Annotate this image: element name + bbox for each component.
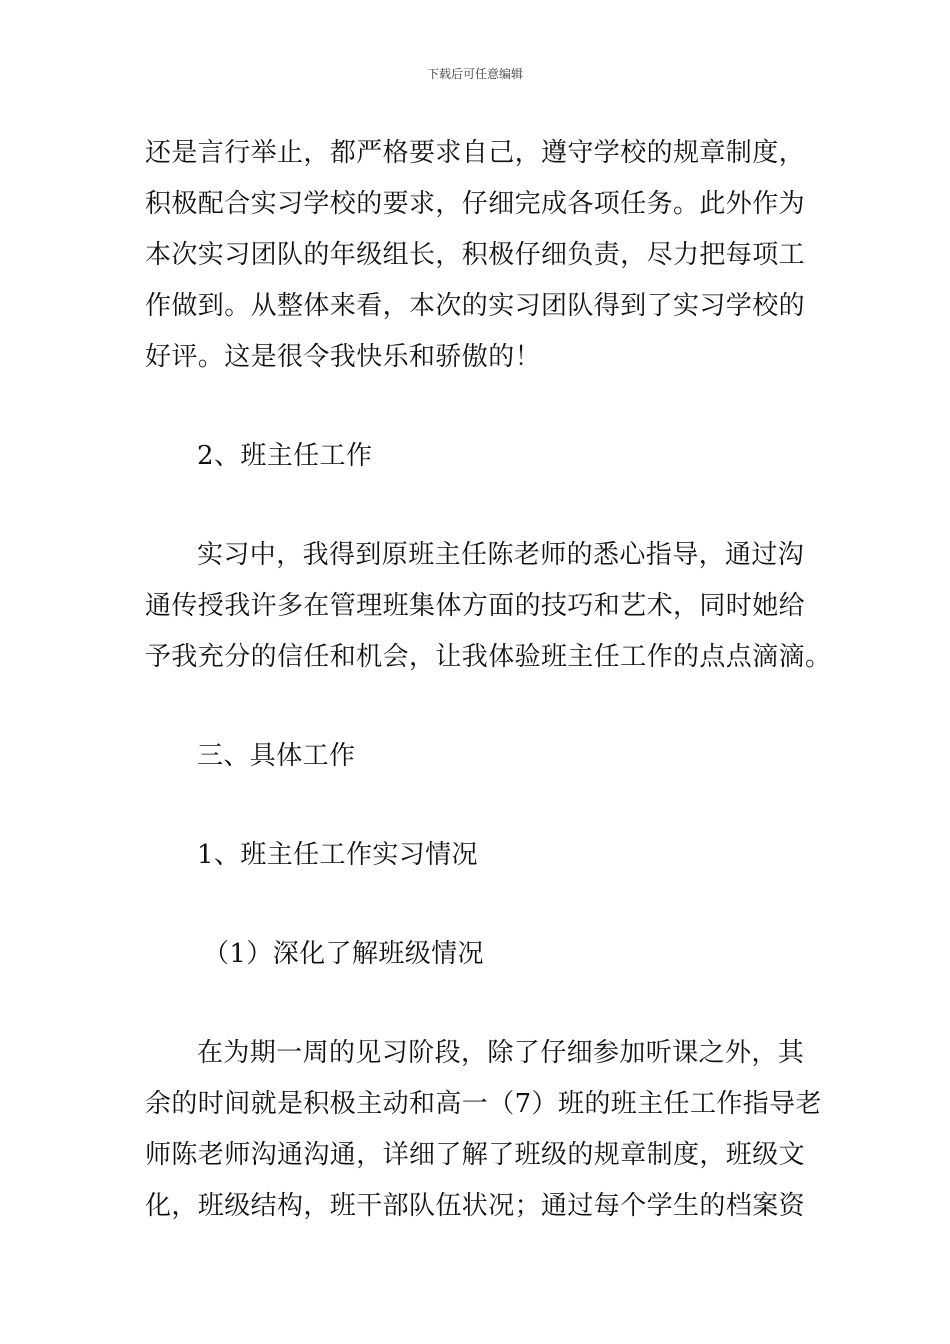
text-line: 余的时间就是积极主动和高一（7）班的班主任工作指导老: [145, 1089, 822, 1119]
subsection-heading-internship: 1、班主任工作实习情况: [197, 840, 478, 870]
paragraph-guidance: [145, 530, 832, 683]
text-line: 实习中，我得到原班主任陈老师的悉心指导，通过沟: [197, 540, 805, 570]
text-line: 还是言行举止，都严格要求自己，遵守学校的规章制度，: [145, 138, 806, 168]
text-line: 本次实习团队的年级组长，积极仔细负责，尽力把每项工: [145, 240, 806, 270]
text-line: 通传授我许多在管理班集体方面的技巧和艺术，同时她给: [145, 591, 806, 621]
text-line: 在为期一周的见习阶段，除了仔细参加听课之外，其: [197, 1038, 805, 1068]
subsection-heading-class-understanding: （1）深化了解班级情况: [203, 939, 484, 969]
text-line: 予我充分的信任和机会，让我体验班主任工作的点点滴滴。: [145, 642, 832, 672]
section-heading-specific-work: 三、具体工作: [197, 741, 356, 771]
section-heading-class-teacher-work: 2、班主任工作: [197, 441, 373, 471]
text-line: 好评。这是很令我快乐和骄傲的！: [145, 342, 542, 372]
text-line: 师陈老师沟通沟通，详细了解了班级的规章制度，班级文: [145, 1140, 806, 1170]
text-line: 作做到。从整体来看，本次的实习团队得到了实习学校的: [145, 291, 806, 321]
document-body: [145, 128, 832, 1232]
paragraph-observation: [145, 1028, 822, 1232]
paragraph-team-evaluation: [145, 128, 815, 383]
text-line: 化，班级结构，班干部队伍状况；通过每个学生的档案资: [145, 1191, 806, 1221]
text-line: 积极配合实习学校的要求，仔细完成各项任务。此外作为: [145, 189, 806, 219]
page-header-note: 下载后可任意编辑: [426, 67, 523, 81]
